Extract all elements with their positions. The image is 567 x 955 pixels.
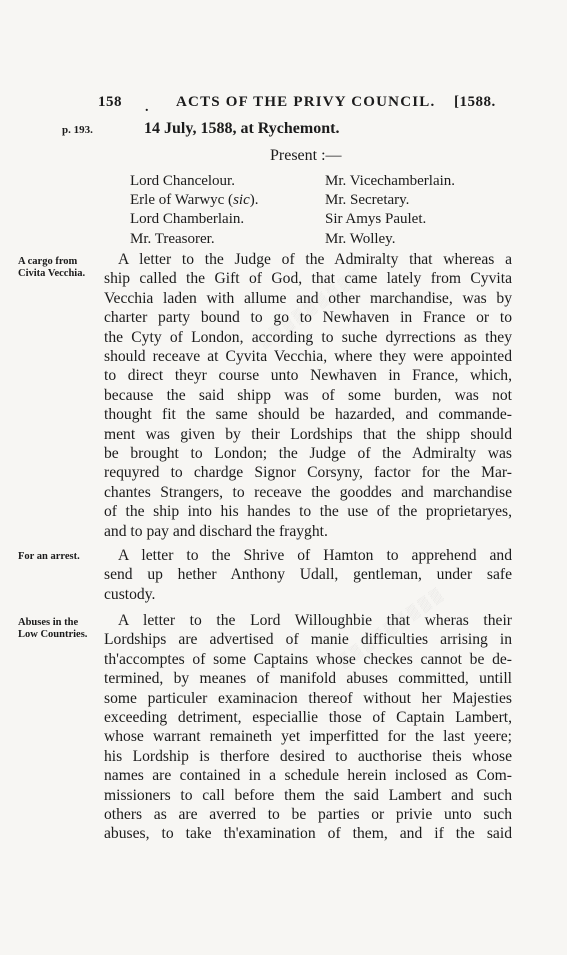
running-title: ACTS OF THE PRIVY COUNCIL.: [176, 94, 436, 110]
margin-note: For an arrest.: [18, 551, 80, 562]
present-label: Present :—: [270, 147, 342, 164]
header-year: [1588.: [454, 94, 496, 110]
entry-line: custody.: [104, 585, 156, 603]
attendee: Mr. Secretary.: [325, 192, 410, 209]
library-stamp-watermark: ▒▒▒▒▒▒▒▒▒: [336, 585, 448, 670]
entry-line: others as are averred to be parties or privie unto such: [104, 806, 512, 824]
entry-line: some particuler examinacion thereof without her Majesties: [104, 689, 512, 707]
attendee: Mr. Vicechamberlain.: [325, 173, 456, 189]
page-number: 158: [98, 94, 122, 110]
sic-note: sic: [233, 192, 250, 209]
attendee: Mr. Treasorer.: [130, 230, 215, 247]
entry-line: the Cyty of London, according to suche dyrrections as they: [104, 328, 512, 346]
entry-line: missioners to call before them the said Lambert and such: [104, 786, 512, 804]
entry-line: his Lordship is therfore desired to aucthorise theis whose: [104, 747, 512, 765]
entry-line: and to pay and dischard the frayght.: [104, 522, 328, 540]
margin-note: Abuses in the Low Countries.: [18, 617, 88, 640]
entry-line: whose warrant remaineth yet imperfitted for the last yeere;: [104, 728, 512, 746]
entry-line: should receave at Cyvita Vecchia, where they were appointed: [104, 348, 512, 366]
entry-line: termined, by meanes of manifold abuses committed, untill: [104, 670, 512, 688]
meeting-date: 14 July, 1588, at Rychemont.: [144, 120, 340, 137]
entry-line: send up hether Anthony Udall, gentleman, under safe: [104, 566, 512, 584]
council-entry: [104, 250, 512, 541]
entry-line: chantes Strangers, to receave the gooddes and marchandise: [104, 483, 512, 501]
entry-line: thought fit the same should be hazarded, and commande-: [104, 406, 512, 424]
entry-line: because the said shipp was of some burden, was not: [104, 386, 512, 404]
attendees-left-column: [130, 172, 258, 249]
entry-line: names are contained in a schedule herein inclosed as Com-: [104, 767, 512, 785]
entry-line: ship called the Gift of God, that came lately from Cyvita: [104, 270, 512, 288]
entry-line: charter party bound to go to Newhaven in France or to: [104, 309, 512, 327]
entry-line: requyred to chardge Signor Corsyny, factor for the Mar-: [104, 464, 512, 482]
attendee: Sir Amys Paulet.: [325, 211, 427, 228]
entry-line: be brought to London; the Judge of the Admiralty was: [104, 445, 512, 463]
library-stamp-watermark: ▒▒▒▒▒▒▒▒▒: [256, 265, 368, 350]
attendee: Mr. Wolley.: [325, 230, 396, 247]
attendees-right-column: [325, 172, 455, 249]
entry-line: Lordships are advertised of manie difficulties arrising in: [104, 631, 512, 649]
entry-line: ment was given by their Lordships that the shipp should: [104, 425, 512, 443]
entry-line: exceeding detriment, especiallie those of Captain Lambert,: [104, 709, 512, 727]
margin-note: A cargo from Civita Vecchia.: [18, 256, 86, 279]
entry-line: abuses, to take th'examination of them, and if the said: [104, 825, 512, 843]
attendee: Lord Chancelour.: [130, 173, 235, 189]
entry-line: A letter to the Lord Willoughbie that wheras their: [118, 612, 512, 629]
attendee: Erle of Warwyc (sic).: [130, 192, 259, 209]
page-reference: p. 193.: [62, 124, 93, 136]
council-entry: [104, 611, 512, 844]
running-header: [0, 94, 567, 116]
entry-line: to direct theyr course unto Newhaven in France, which,: [104, 367, 512, 385]
entry-line: Vecchia laden with allume and other marchandise, was by: [104, 289, 512, 307]
council-entry: [104, 546, 512, 604]
entry-line: A letter to the Judge of the Admiralty that whereas a: [118, 251, 512, 268]
entry-line: of the ship into his handes to the use of the proprietaryes,: [104, 503, 512, 521]
entry-line: A letter to the Shrive of Hamton to apprehend and: [118, 547, 512, 564]
header-separator: .: [145, 100, 149, 115]
entry-line: th'accomptes of some Captains whose checkes cannot be de-: [104, 650, 512, 668]
attendee: Lord Chamberlain.: [130, 211, 245, 228]
